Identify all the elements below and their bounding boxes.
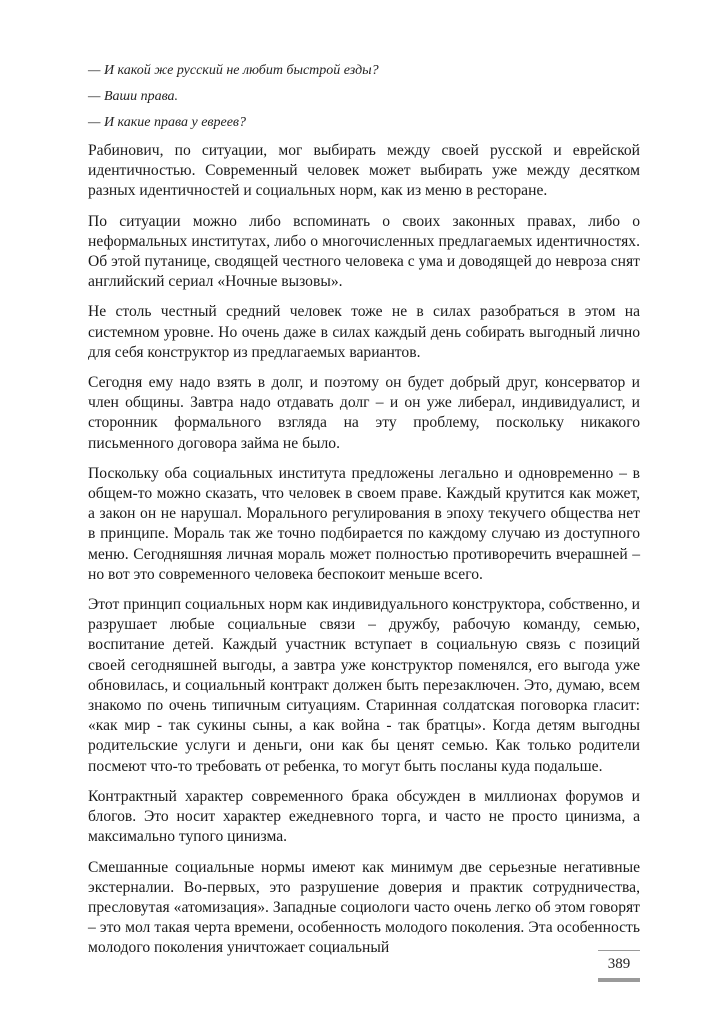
paragraph: Сегодня ему надо взять в долг, и поэтому он будет добрый друг, консерватор и член общины. Завтра надо отдавать долг – и он уже либерал, индивидуалист, и сторонник формального взгляда на эту проблему, поскольку никакого письменного договора займа не было.: [88, 374, 640, 452]
paragraph: Рабинович, по ситуации, мог выбирать между своей русской и еврейской идентичностью. Современный человек может выбирать уже между десятком разных идентичностей и социальных норм, как из меню в ресторане.: [88, 142, 640, 200]
paragraph: Не столь честный средний человек тоже не в силах разобраться в этом на системном уровне. Но очень даже в силах каждый день собирать выгодный лично для себя конструктор из предлагаемых вариантов.: [88, 303, 640, 361]
dialogue-line: — И какой же русский не любит быстрой езды?: [88, 63, 379, 78]
paragraph: Контрактный характер современного брака обсужден в миллионах форумов и блогов. Это носит характер ежедневного торга, и часто не просто цинизма, а максимально тупого цинизма.: [88, 787, 640, 846]
page-body: [88, 62, 640, 959]
paragraph: Смешанные социальные нормы имеют как минимум две серьезные негативные экстерналии. Во-первых, это разрушение доверия и практик сотрудничества, пресловутая «атомизация». Западные социологи часто очень легко об этом говорят – это мол такая черта времени, особенность молодого поколения. Эта особенность молодого поколения уничтожает социальный: [88, 858, 640, 957]
dialogue-line: — Ваши права.: [88, 89, 179, 104]
paragraph: Этот принцип социальных норм как индивидуального конструктора, собственно, и разрушает любые социальные связи – дружбу, рабочую команду, семью, воспитание детей. Каждый участник вступает в социальную связь с позиций своей сегодняшней выгоды, а завтра уже конструктор поменялся, его выгода уже обновилась, и социальный контракт должен быть перезаключен. Это, думаю, всем знакомо по очень типичным ситуациям. Старинная солдатская поговорка гласит: «как мир - так сукины сыны, а как война - так братцы». Когда детям выгодны родительские услуги и деньги, они как бы ценят семью. Как только родители посмеют что-то требовать от ребенка, то могут быть посланы куда подальше.: [88, 596, 640, 775]
page-number: 389: [598, 950, 640, 982]
paragraph: По ситуации можно либо вспоминать о своих законных правах, либо о неформальных институтах, либо о многочисленных предлагаемых идентичностях. Об этой путанице, сводящей честного человека с ума и доводящей до невроза снят английский сериал «Ночные вызовы».: [88, 212, 640, 291]
paragraph: Поскольку оба социальных института предложены легально и одновременно – в общем-то можно сказать, что человек в своем праве. Каждый крутится как может, а закон он не нарушал. Морального регулирования в эпоху текучего общества нет в принципе. Мораль так же точно подбирается по каждому случаю из доступного меню. Сегодняшняя личная мораль может полностью противоречить вчерашней – но вот это современного человека беспокоит меньше всего.: [88, 464, 640, 583]
dialogue-line: — И какие права у евреев?: [88, 115, 247, 130]
